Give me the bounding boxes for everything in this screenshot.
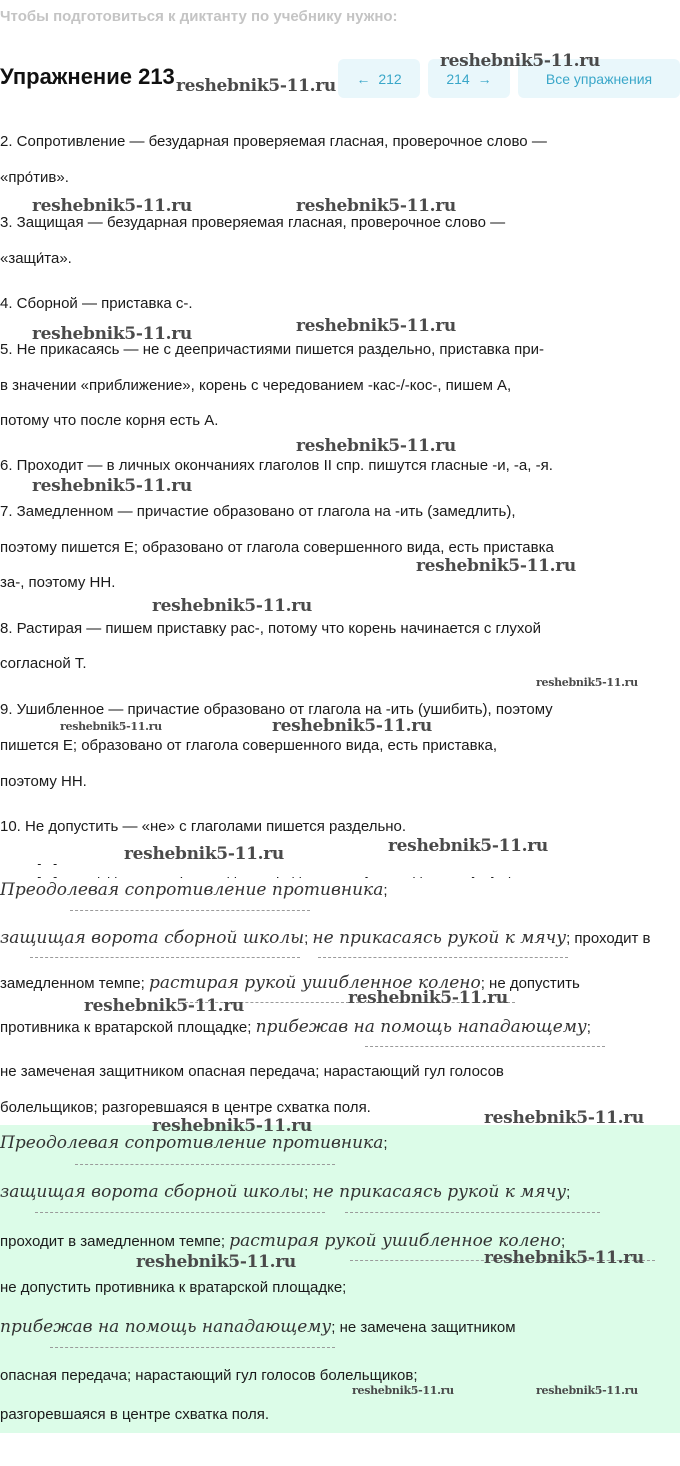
watermark: reshebnik5-11.ru [296, 436, 456, 456]
item-3-line1: 3. Защищая — безударная проверяемая гласная, проверочное слово — [0, 214, 506, 231]
text2-line3: проходит в замедленном темпе; растирая рукой ушибленное колено; [0, 1231, 566, 1251]
watermark: reshebnik5-11.ru [136, 1252, 296, 1272]
dash-underline [75, 1164, 335, 1165]
watermark: reshebnik5-11.ru [536, 1384, 638, 1397]
item-5-line1: 5. Не прикасаясь — не с деепричастиями пишется раздельно, приставка при- [0, 341, 544, 358]
watermark: reshebnik5-11.ru [32, 324, 192, 344]
dash-underline [345, 1212, 600, 1213]
text2-phrase-7: прибежав на помощь нападающему [0, 1317, 332, 1337]
dash-underline [50, 1347, 335, 1348]
text2-phrase-3: не прикасаясь рукой к мячу [312, 1182, 567, 1202]
text2-line2: защищая ворота сборной школы; не прикасаясь рукой к мячу; [0, 1182, 571, 1202]
watermark: reshebnik5-11.ru [32, 476, 192, 496]
watermark: reshebnik5-11.ru [352, 1384, 454, 1397]
text1-line4: противника к вратарской площадке; прибежав на помощь нападающему; [0, 1017, 591, 1037]
text2-line5: прибежав на помощь нападающему; не замечена защитником [0, 1317, 516, 1337]
text1-phrase-5: растирая рукой ушибленное колено [148, 973, 481, 993]
text2-phrase-2: защищая ворота сборной школы [0, 1182, 305, 1202]
next-exercise-label: 214 [446, 70, 470, 87]
item-2-line1: 2. Сопротивление — безударная проверяемая гласная, проверочное слово — [0, 133, 547, 150]
dash-underline [30, 957, 300, 958]
watermark: reshebnik5-11.ru [348, 988, 508, 1008]
text1-line1: Преодолевая сопротивление противника; [0, 880, 388, 900]
item-2-line2: «про́тив». [0, 169, 69, 186]
item-9-line1: 9. Ушибленное — причастие образовано от глагола на -ить (ушибить), поэтому [0, 701, 553, 718]
item-8-line1: 8. Растирая — пишем приставку рас-, потому что корень начинается с глухой [0, 620, 541, 637]
watermark: reshebnik5-11.ru [124, 844, 284, 864]
watermark: reshebnik5-11.ru [484, 1248, 644, 1268]
dash-underline [35, 1212, 325, 1213]
text1-phrase-2: защищая ворота сборной школы [0, 928, 305, 948]
watermark: reshebnik5-11.ru [32, 196, 192, 216]
item-8-line2: согласной Т. [0, 655, 87, 672]
item-7-line1: 7. Замедленном — причастие образовано от глагола на -ить (замедлить), [0, 503, 516, 520]
text2-line4: не допустить противника к вратарской площадке; [0, 1279, 347, 1296]
watermark: reshebnik5-11.ru [536, 676, 638, 689]
item-9-line3: поэтому НН. [0, 773, 87, 790]
item-7-line3: за-, поэтому НН. [0, 574, 116, 591]
item-3-line2: «защи́та». [0, 250, 72, 267]
item-6: 6. Проходит — в личных окончаниях глаголов II спр. пишутся гласные -и, -а, -я. [0, 457, 553, 474]
all-exercises-label: Все упражнения [545, 70, 653, 87]
arrow-right-icon: → [477, 70, 492, 87]
text1-phrase-3: не прикасаясь рукой к мячу [312, 928, 567, 948]
dash-underline [318, 957, 568, 958]
text2-line7: разгоревшаяся в центре схватка поля. [0, 1406, 269, 1423]
text2-phrase-1: Преодолевая сопротивление противника [0, 1133, 384, 1153]
watermark: reshebnik5-11.ru [152, 1116, 312, 1136]
text2-line6: опасная передача; нарастающий гул голосов болельщиков; [0, 1367, 418, 1384]
text1-phrase-1: Преодолевая сопротивление противника [0, 880, 384, 900]
item-5-line3: потому что после корня есть А. [0, 412, 219, 429]
watermark: reshebnik5-11.ru [296, 196, 456, 216]
watermark: reshebnik5-11.ru [388, 836, 548, 856]
item-7-line2: поэтому пишется Е; образовано от глагола совершенного вида, есть приставка [0, 539, 554, 556]
item-4: 4. Сборной — приставка с-. [0, 295, 193, 312]
watermark: reshebnik5-11.ru [416, 556, 576, 576]
intro-text: Чтобы подготовиться к диктанту по учебнику нужно: [0, 8, 398, 25]
text-fade-mask [0, 865, 680, 877]
text1-line5: не замеченая защитником опасная передача; нарастающий гул голосов [0, 1063, 504, 1080]
watermark: reshebnik5-11.ru [176, 76, 336, 96]
arrow-left-icon: ← [356, 70, 371, 87]
text1-line6: болельщиков; разгоревшаяся в центре схватка поля. [0, 1099, 371, 1116]
text2-phrase-5: растирая рукой ушибленное колено [229, 1231, 561, 1251]
text2-line1: Преодолевая сопротивление противника; [0, 1133, 388, 1153]
watermark: reshebnik5-11.ru [484, 1108, 644, 1128]
watermark: reshebnik5-11.ru [84, 996, 244, 1016]
item-9-line2: пишется Е; образовано от глагола совершенного вида, есть приставка, [0, 737, 498, 754]
text1-line2: защищая ворота сборной школы; не прикасаясь рукой к мячу; проходит в [0, 928, 651, 948]
dash-underline [70, 910, 310, 911]
dash-underline [365, 1046, 605, 1047]
item-5-line2: в значении «приближение», корень с чередованием -кас-/-кос-, пишем А, [0, 377, 512, 394]
watermark: reshebnik5-11.ru [152, 596, 312, 616]
watermark: reshebnik5-11.ru [272, 716, 432, 736]
watermark: reshebnik5-11.ru [440, 51, 600, 71]
prev-exercise-label: 212 [378, 70, 402, 87]
text1-line3: замедленном темпе; растирая рукой ушибленное колено; не допустить [0, 973, 580, 993]
watermark: reshebnik5-11.ru [296, 316, 456, 336]
page-title: Упражнение 213 [0, 64, 175, 89]
watermark: reshebnik5-11.ru [60, 720, 162, 733]
prev-exercise-button[interactable] [338, 59, 420, 98]
text1-phrase-7: прибежав на помощь нападающему [255, 1017, 587, 1037]
item-10: 10. Не допустить — «не» с глаголами пишется раздельно. [0, 818, 407, 835]
